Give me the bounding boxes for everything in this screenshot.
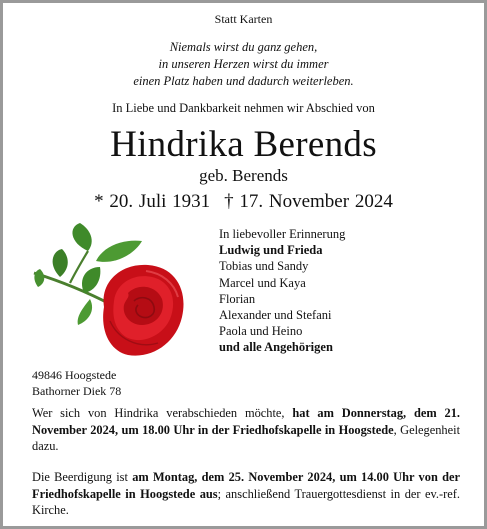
deceased-name: Hindrika Berends [110, 124, 377, 165]
mourner-line: Tobias und Sandy [219, 259, 309, 274]
family-address [32, 367, 121, 399]
farewell-intro: In Liebe und Dankbarkeit nehmen wir Abschied von [112, 101, 375, 115]
funeral-details: am Montag, dem 25. November 2024, um 14.00 Uhr von der Friedhofskapelle in Hoogstede aus [32, 470, 460, 501]
leaf-icon [96, 241, 142, 262]
farewell-text-end: , Gelegenheit dazu. [32, 422, 461, 454]
death-date: † 17. November 2024 [224, 191, 393, 212]
funeral-paragraph [32, 469, 460, 519]
birth-date: * 20. Juli 1931 [94, 191, 211, 212]
mourners-intro: In liebevoller Erinnerung [219, 227, 346, 241]
birth-name: geb. Berends [199, 166, 288, 185]
red-rose-image [30, 221, 190, 361]
leaf-icon [34, 269, 44, 287]
mourner-line: Alexander und Stefani [219, 308, 332, 323]
life-dates [3, 191, 484, 213]
address-city: 49846 Hoogstede [32, 368, 117, 382]
poem-line: Niemals wirst du ganz gehen, [169, 40, 318, 54]
mourner-line: und alle Angehörigen [219, 340, 333, 355]
mourner-line: Florian [219, 291, 256, 306]
mourner-line: Marcel und Kaya [219, 275, 306, 290]
poem-line: einen Platz haben und dadurch weiterleben. [133, 74, 354, 88]
mourner-line: Ludwig und Frieda [219, 243, 323, 258]
farewell-details: hat am Donnerstag, dem 21. November 2024, um 18.00 Uhr in der Friedhofskapelle in Hoogstede [32, 406, 461, 437]
farewell-paragraph [32, 405, 460, 455]
leaf-icon [72, 223, 91, 251]
funeral-text: Die Beerdigung ist [32, 470, 133, 484]
mourner-line: Paola und Heino [219, 324, 303, 339]
mourners-list [219, 226, 345, 356]
leaf-icon [53, 249, 68, 277]
leaf-icon [82, 267, 100, 293]
funeral-text-end: ; anschließend Trauergottesdienst in der ev.-ref. Kirche. [32, 486, 460, 518]
poem [3, 39, 484, 90]
farewell-text: Wer sich von Hindrika verabschieden möchte, [32, 406, 293, 420]
leaf-icon [78, 299, 92, 325]
address-street: Bathorner Diek 78 [32, 384, 122, 398]
poem-line: in unseren Herzen wirst du immer [158, 57, 329, 71]
statt-karten-label: Statt Karten [214, 12, 273, 26]
